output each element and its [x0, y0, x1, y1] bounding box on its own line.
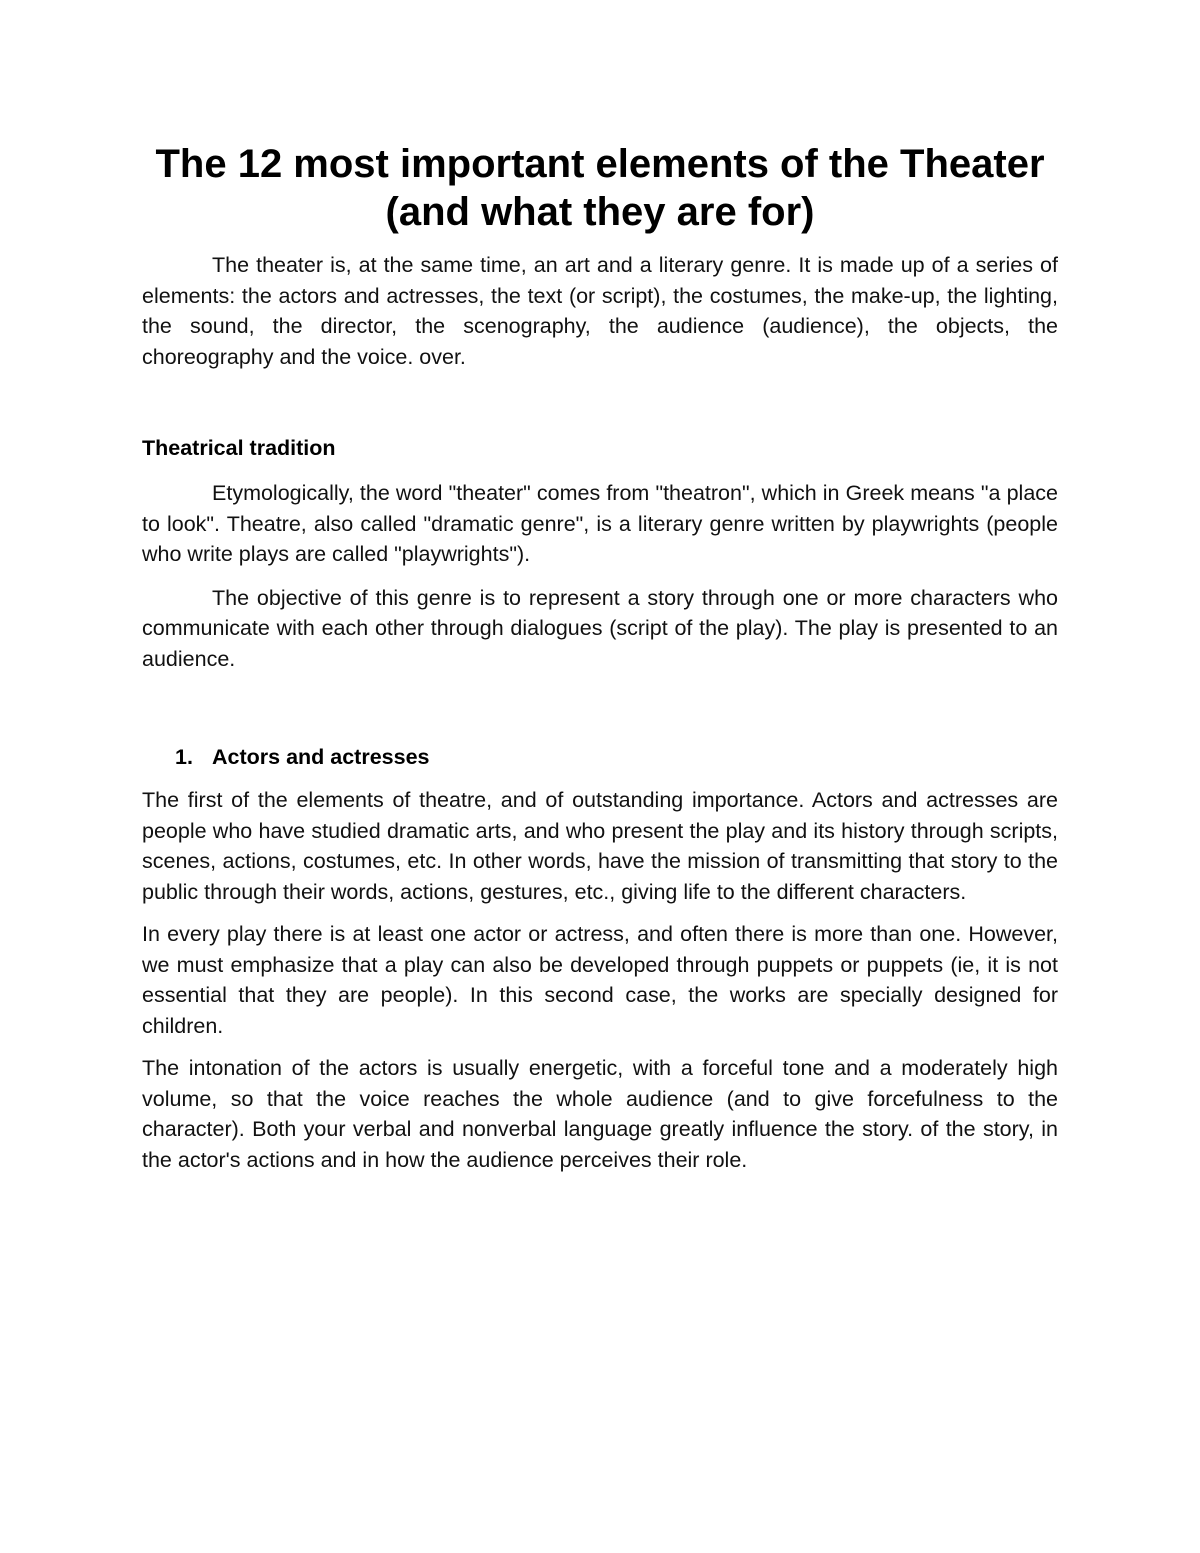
tradition-paragraph-2: The objective of this genre is to represent a story through one or more characters who communicate with each other through dialogues (script of the play). The play is presented to an audience. — [142, 585, 1058, 671]
section-heading-theatrical-tradition: Theatrical tradition — [142, 436, 336, 460]
actors-paragraph-1: The first of the elements of theatre, and of outstanding importance. Actors and actresses are people who have studied dramatic arts, and who present the play and its history through scripts, scenes, actions, costumes, etc. In other words, have the mission of transmitting that story to the public through their words, actions, gestures, etc., giving life to the different characters. — [142, 788, 1058, 904]
title-line-1: The 12 most important elements of the Theater — [155, 142, 1045, 186]
tradition-paragraph-1: Etymologically, the word "theater" comes from "theatron", which in Greek means "a place to look". Theatre, also called "dramatic genre", is a literary genre written by playwrights (people who write plays are called "playwrights"). — [142, 481, 1058, 566]
document-title — [142, 140, 1058, 236]
section-number: 1. — [175, 745, 193, 769]
section-heading-actors — [142, 742, 1058, 772]
intro-paragraph: The theater is, at the same time, an art and a literary genre. It is made up of a series of elements: the actors and actresses, the text (or script), the costumes, the make-up, the lighting, the sound, the director, the scenography, the audience (audience), the objects, the choreography and the voice. over. — [142, 253, 1058, 369]
document-page — [142, 140, 1058, 1175]
title-line-2: (and what they are for) — [385, 190, 815, 234]
actors-paragraph-3: The intonation of the actors is usually energetic, with a forceful tone and a moderately high volume, so that the voice reaches the whole audience (and to give forcefulness to the character). Both your verbal and nonverbal language greatly influence the story. of the story, in the actor's actions and in how the audience perceives their role. — [142, 1056, 1058, 1172]
actors-paragraph-2: In every play there is at least one actor or actress, and often there is more than one. However, we must emphasize that a play can also be developed through puppets or puppets (ie, it is not essential that they are people). In this second case, the works are specially designed for children. — [142, 922, 1058, 1038]
section-heading-label: Actors and actresses — [212, 745, 430, 769]
